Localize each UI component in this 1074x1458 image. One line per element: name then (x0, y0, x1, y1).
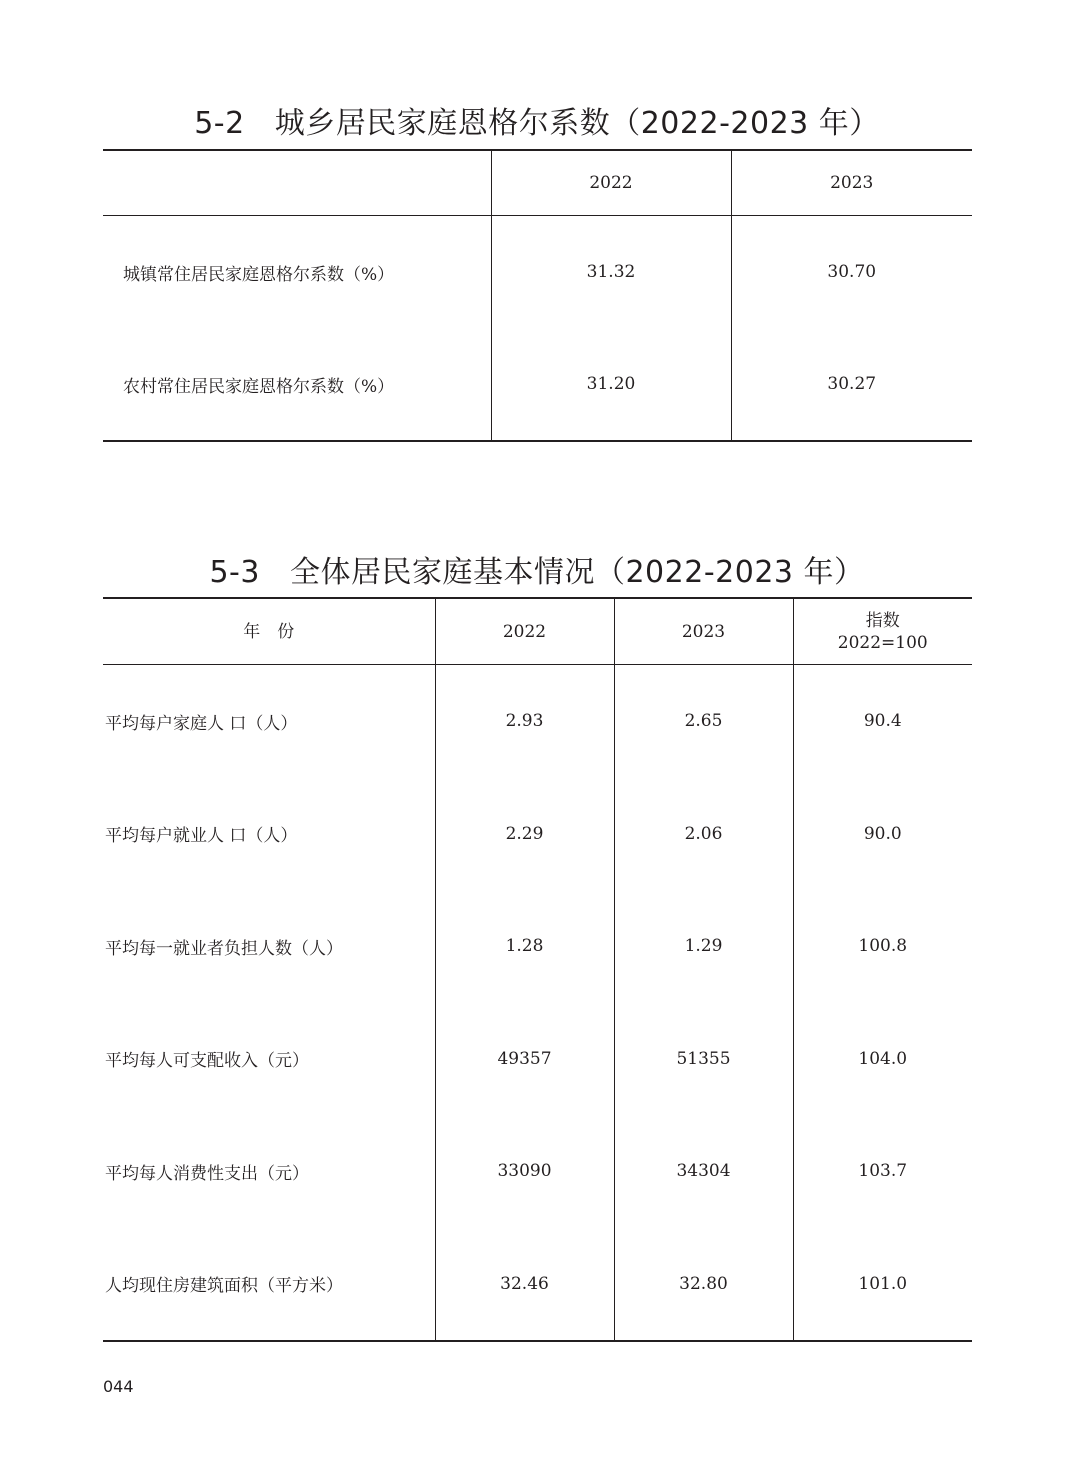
table-5-3-title-text: 全体居民家庭基本情况（2022-2023 年） (289, 555, 865, 590)
table-5-2-title-text: 城乡居民家庭恩格尔系数（2022-2023 年） (274, 106, 880, 141)
cell-index: 103.7 (793, 1115, 972, 1228)
table-5-2-number: 5-2 (194, 106, 245, 141)
cell-2023: 1.29 (614, 890, 793, 1003)
cell-2022: 49357 (435, 1003, 614, 1116)
table-5-2-title (0, 98, 1074, 142)
header-2022: 2022 (435, 598, 614, 665)
cell-2023: 30.27 (731, 328, 972, 441)
table-5-3-number: 5-3 (209, 555, 260, 590)
header-2023: 2023 (614, 598, 793, 665)
household-basics-table (103, 597, 972, 1342)
table-header-row (103, 598, 972, 665)
cell-2023: 51355 (614, 1003, 793, 1116)
header-index-base: 2022=100 (837, 632, 928, 653)
table-5-3-title (0, 547, 1074, 591)
header-year: 年 份 (103, 598, 435, 665)
table-row (103, 1003, 972, 1116)
cell-2022: 2.93 (435, 665, 614, 778)
cell-2023: 32.80 (614, 1228, 793, 1342)
cell-index: 101.0 (793, 1228, 972, 1342)
cell-2022: 32.46 (435, 1228, 614, 1342)
header-empty (103, 150, 491, 216)
cell-2022: 31.20 (491, 328, 731, 441)
row-label: 人均现住房建筑面积（平方米） (105, 1276, 343, 1297)
cell-index: 104.0 (793, 1003, 972, 1116)
header-2022: 2022 (491, 150, 731, 216)
page-number: 044 (103, 1377, 134, 1396)
cell-2023: 30.70 (731, 216, 972, 329)
table-row (103, 328, 972, 441)
header-index (793, 598, 972, 665)
row-label: 平均每人消费性支出（元） (105, 1163, 309, 1184)
engel-coefficient-table (103, 149, 972, 442)
table-row (103, 1228, 972, 1342)
row-label: 平均每户就业人 口（人） (105, 826, 298, 847)
table-row (103, 216, 972, 329)
row-label: 平均每人可支配收入（元） (105, 1051, 309, 1072)
table-row (103, 890, 972, 1003)
cell-2023: 34304 (614, 1115, 793, 1228)
header-index-label: 指数 (865, 610, 900, 631)
cell-index: 100.8 (793, 890, 972, 1003)
cell-index: 90.0 (793, 778, 972, 891)
cell-2022: 33090 (435, 1115, 614, 1228)
cell-index: 90.4 (793, 665, 972, 778)
row-label: 农村常住居民家庭恩格尔系数（%） (123, 376, 395, 397)
table-header-row (103, 150, 972, 216)
cell-2022: 1.28 (435, 890, 614, 1003)
row-label: 平均每户家庭人 口（人） (105, 713, 298, 734)
cell-2023: 2.65 (614, 665, 793, 778)
row-label: 城镇常住居民家庭恩格尔系数（%） (123, 264, 395, 285)
table-row (103, 1115, 972, 1228)
cell-2022: 2.29 (435, 778, 614, 891)
cell-2023: 2.06 (614, 778, 793, 891)
table-row (103, 665, 972, 778)
table-row (103, 778, 972, 891)
header-2023: 2023 (731, 150, 972, 216)
cell-2022: 31.32 (491, 216, 731, 329)
row-label: 平均每一就业者负担人数（人） (105, 938, 343, 959)
